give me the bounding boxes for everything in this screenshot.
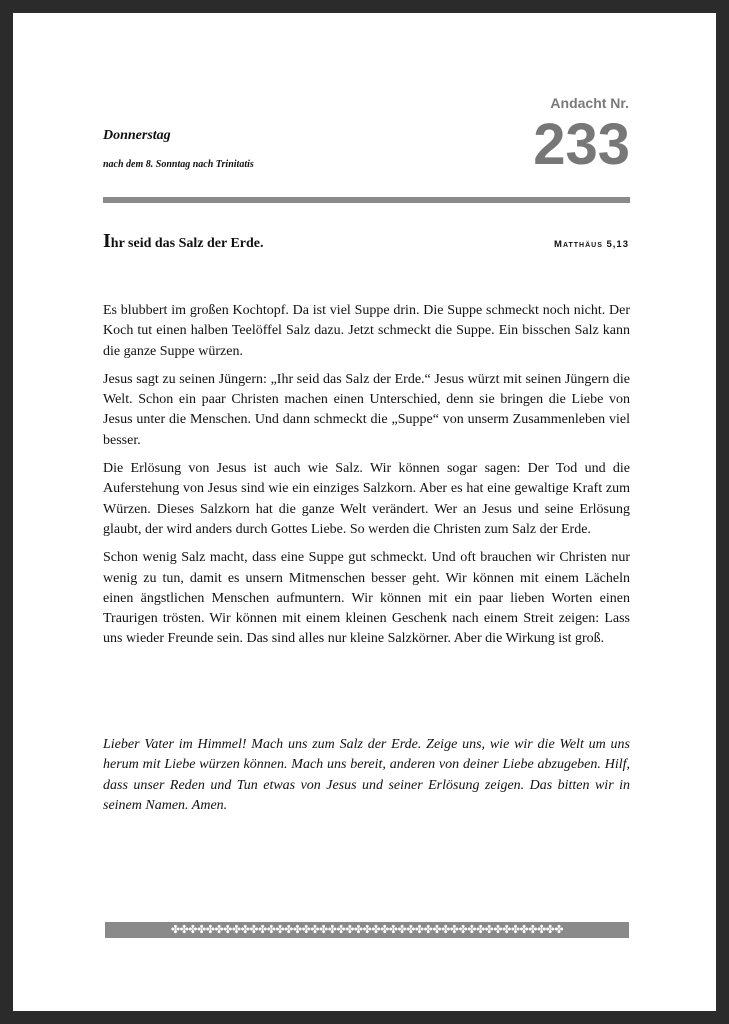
andacht-number: 233 bbox=[533, 112, 630, 177]
paragraph: Schon wenig Salz macht, dass eine Suppe gut schmeckt. Und oft brauchen wir Christen nur wenig zu tun, damit es unsern Mitmenschen besser geht. Wir können mit einem Lächeln einen ängstlichen Menschen aufmuntern. Wir können mit ein paar lieben Worten einen Traurigen trösten. Wir können mit einem kleinen Geschenk nach einem Streit zeigen: Lass uns wieder Freunde sein. Das sind alles nur kleine Salzkörner. Aber die Wirkung ist groß. bbox=[103, 550, 630, 647]
day-heading: Donnerstag bbox=[103, 128, 171, 143]
devotion-body bbox=[103, 301, 630, 658]
paragraph: Es blubbert im großen Kochtopf. Da ist viel Suppe drin. Die Suppe schmeckt noch nicht. Der Koch tut einen halben Teelöffel Salz dazu. Jetzt schmeckt die Suppe. Ein bisschen Salz kann die ganze Suppe würzen. bbox=[103, 303, 630, 359]
paragraph: Die Erlösung von Jesus ist auch wie Salz. Wir können sogar sagen: Der Tod und die Auferstehung von Jesus sind wie ein einziges Salzkorn. Aber es hat eine gewaltige Kraft zum Würzen. Dieses Salzkorn hat die ganze Welt verändert. Wer an Jesus und seine Erlösung glaubt, der wird anders durch Gottes Liebe. So werden die Christen zum Salz der Erde. bbox=[103, 461, 630, 537]
bible-reference: Matthäus 5,13 bbox=[554, 239, 629, 250]
prayer: Lieber Vater im Himmel! Mach uns zum Salz der Erde. Zeige uns, wie wir die Welt um uns herum mit Liebe würzen können. Mach uns bereit, anderen von deiner Liebe abzugeben. Hilf, dass unser Reden und Tun etwas von Jesus und seiner Erlösung zeigen. Das bitten wir in seinem Namen. Amen. bbox=[103, 737, 630, 813]
footer-ornament-bar: ✤✤✤✤✤✤✤✤✤✤✤✤✤✤✤✤✤✤✤✤✤✤✤✤✤✤✤✤✤✤✤✤✤✤✤✤✤✤✤✤✤✤✤✤✤ bbox=[105, 922, 629, 938]
title-text: hr seid das Salz der Erde. bbox=[110, 236, 264, 251]
document-page bbox=[13, 13, 716, 1011]
paragraph: Jesus sagt zu seinen Jüngern: „Ihr seid das Salz der Erde.“ Jesus würzt mit seinen Jüngern die Welt. Schon ein paar Christen machen einen Unterschied, denn sie bringen die Liebe von Jesus unter die Menschen. Und dann schmeckt die „Suppe“ von unserm Zusammenleben viel besser. bbox=[103, 371, 630, 448]
andacht-label: Andacht Nr. bbox=[550, 95, 629, 111]
title-initial: I bbox=[103, 230, 111, 252]
devotion-title bbox=[103, 230, 264, 253]
day-subtitle: nach dem 8. Sonntag nach Trinitatis bbox=[103, 159, 254, 170]
header-rule bbox=[103, 197, 630, 203]
